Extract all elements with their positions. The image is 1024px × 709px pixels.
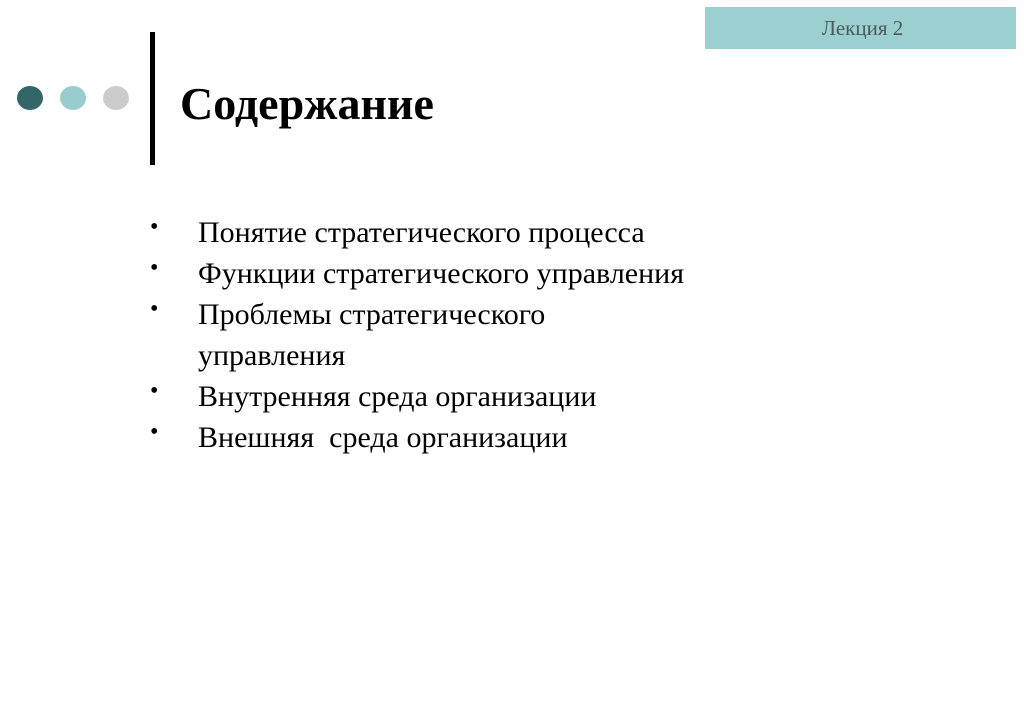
- bullet-icon: •: [150, 255, 159, 281]
- list-item: [150, 212, 790, 253]
- list-item: [150, 417, 790, 458]
- list-item: [150, 253, 790, 294]
- decorative-dot-teal: [60, 86, 86, 110]
- list-item: [150, 294, 790, 376]
- decorative-dot-gray: [103, 86, 129, 110]
- list-item-text: Понятие стратегического процесса: [198, 216, 645, 249]
- list-item: [150, 376, 790, 417]
- list-item-text: Внутренняя среда организации: [198, 380, 597, 413]
- list-item-text: Проблемы стратегического управления: [198, 298, 546, 372]
- list-item-text: Внешняя среда организации: [198, 421, 568, 454]
- title-divider: [150, 32, 155, 165]
- slide-title: Содержание: [180, 78, 434, 129]
- list-item-text: Функции стратегического управления: [198, 257, 685, 290]
- lecture-tag: Лекция 2: [705, 7, 1016, 49]
- bullet-icon: •: [150, 419, 159, 445]
- bullet-icon: •: [150, 214, 159, 240]
- bullet-icon: •: [150, 378, 159, 404]
- decorative-dot-dark: [17, 86, 43, 110]
- bullet-icon: •: [150, 296, 159, 322]
- contents-list: [150, 212, 790, 458]
